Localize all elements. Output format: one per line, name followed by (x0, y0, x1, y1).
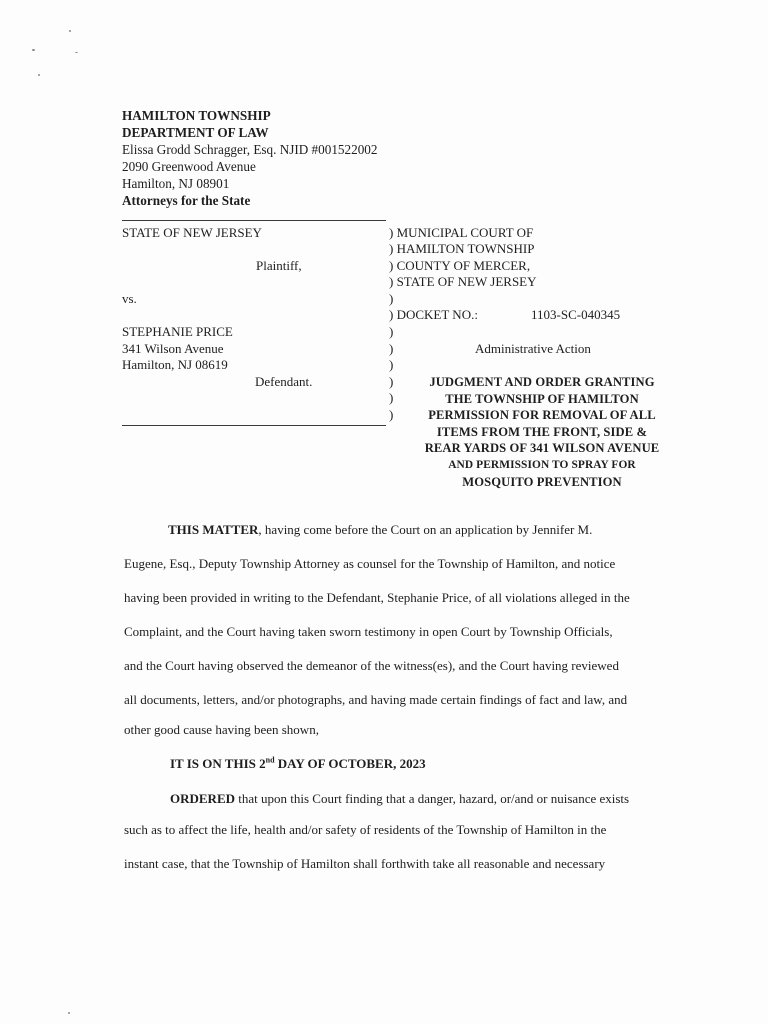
body-line: instant case, that the Township of Hamilton shall forthwith take all reasonable and necessary (124, 856, 606, 871)
order-title-line: ITEMS FROM THE FRONT, SIDE & (436, 424, 648, 439)
court-line: ) (389, 291, 394, 306)
plaintiff-name: STATE OF NEW JERSEY (122, 225, 262, 240)
body-line: Complaint, and the Court having taken sworn testimony in open Court by Township Officials, (124, 624, 613, 639)
order-title-line: JUDGMENT AND ORDER GRANTING (429, 375, 655, 389)
caption-top-rule (122, 220, 386, 221)
ordered-line (170, 791, 750, 807)
order-title (402, 374, 682, 490)
body-line: having been provided in writing to the Defendant, Stephanie Price, of all violations alleged in the (124, 590, 630, 605)
caption-paren: ) (389, 390, 394, 405)
date-sup: nd (265, 755, 275, 765)
versus-label: vs. (122, 291, 137, 306)
intro-line (168, 522, 748, 538)
street-address: 2090 Greenwood Avenue (122, 159, 256, 174)
caption-paren: ) (389, 324, 394, 339)
scan-speck (38, 74, 40, 76)
body-line: all documents, letters, and/or photographs, and having made certain findings of fact and law, and (124, 692, 628, 707)
docket-number: 1103-SC-040345 (531, 307, 621, 322)
defendant-street: 341 Wilson Avenue (122, 341, 224, 356)
body-line: and the Court having observed the demeanor of the witness(es), and the Court having reviewed (124, 658, 619, 673)
court-line: ) HAMILTON TOWNSHIP (389, 241, 535, 256)
order-title-line: AND PERMISSION TO SPRAY FOR (448, 458, 636, 471)
caption-paren: ) (389, 407, 394, 422)
scan-speck (32, 49, 35, 51)
court-line: ) MUNICIPAL COURT OF (389, 225, 534, 240)
date-prefix: IT IS ON THIS 2 (170, 756, 266, 771)
office-name: HAMILTON TOWNSHIP (122, 108, 271, 123)
court-line: ) STATE OF NEW JERSEY (389, 274, 537, 289)
intro-rest: , having come before the Court on an application by Jennifer M. (258, 522, 593, 537)
defendant-name: STEPHANIE PRICE (122, 324, 233, 339)
body-line: Eugene, Esq., Deputy Township Attorney as counsel for the Township of Hamilton, and notice (124, 556, 616, 571)
attorney-name: Elissa Grodd Schragger, Esq. NJID #001522002 (122, 142, 378, 157)
order-title-line: MOSQUITO PREVENTION (462, 474, 622, 489)
date-suffix: DAY OF OCTOBER, 2023 (274, 756, 426, 771)
order-title-line: THE TOWNSHIP OF HAMILTON (445, 391, 639, 406)
court-line: ) COUNTY OF MERCER, (389, 258, 531, 273)
defendant-label: Defendant. (255, 374, 313, 389)
docket-label: ) DOCKET NO.: (389, 307, 478, 322)
order-title-line: PERMISSION FOR REMOVAL OF ALL (428, 408, 656, 423)
attorney-role: Attorneys for the State (122, 193, 251, 208)
ordered-bold: ORDERED (170, 791, 236, 806)
body-line: other good cause having been shown, (124, 722, 319, 737)
attorney-header (122, 107, 378, 209)
order-date (170, 756, 750, 772)
action-type: Administrative Action (475, 341, 591, 356)
caption-bottom-rule (122, 425, 386, 426)
defendant-city: Hamilton, NJ 08619 (122, 357, 228, 372)
scan-speck (75, 52, 78, 53)
order-title-line: REAR YARDS OF 341 WILSON AVENUE (424, 441, 660, 456)
scan-speck (69, 30, 71, 32)
caption-paren: ) (389, 357, 394, 372)
department-name: DEPARTMENT OF LAW (122, 125, 269, 140)
caption-paren: ) (389, 341, 394, 356)
plaintiff-label: Plaintiff, (256, 258, 302, 273)
scan-speck (68, 1012, 70, 1014)
body-line: such as to affect the life, health and/or safety of residents of the Township of Hamilton in the (124, 822, 607, 837)
intro-bold: THIS MATTER (168, 522, 259, 537)
ordered-rest: that upon this Court finding that a danger, hazard, or/and or nuisance exists (235, 791, 630, 806)
caption-paren: ) (389, 374, 394, 389)
city-address: Hamilton, NJ 08901 (122, 176, 230, 191)
